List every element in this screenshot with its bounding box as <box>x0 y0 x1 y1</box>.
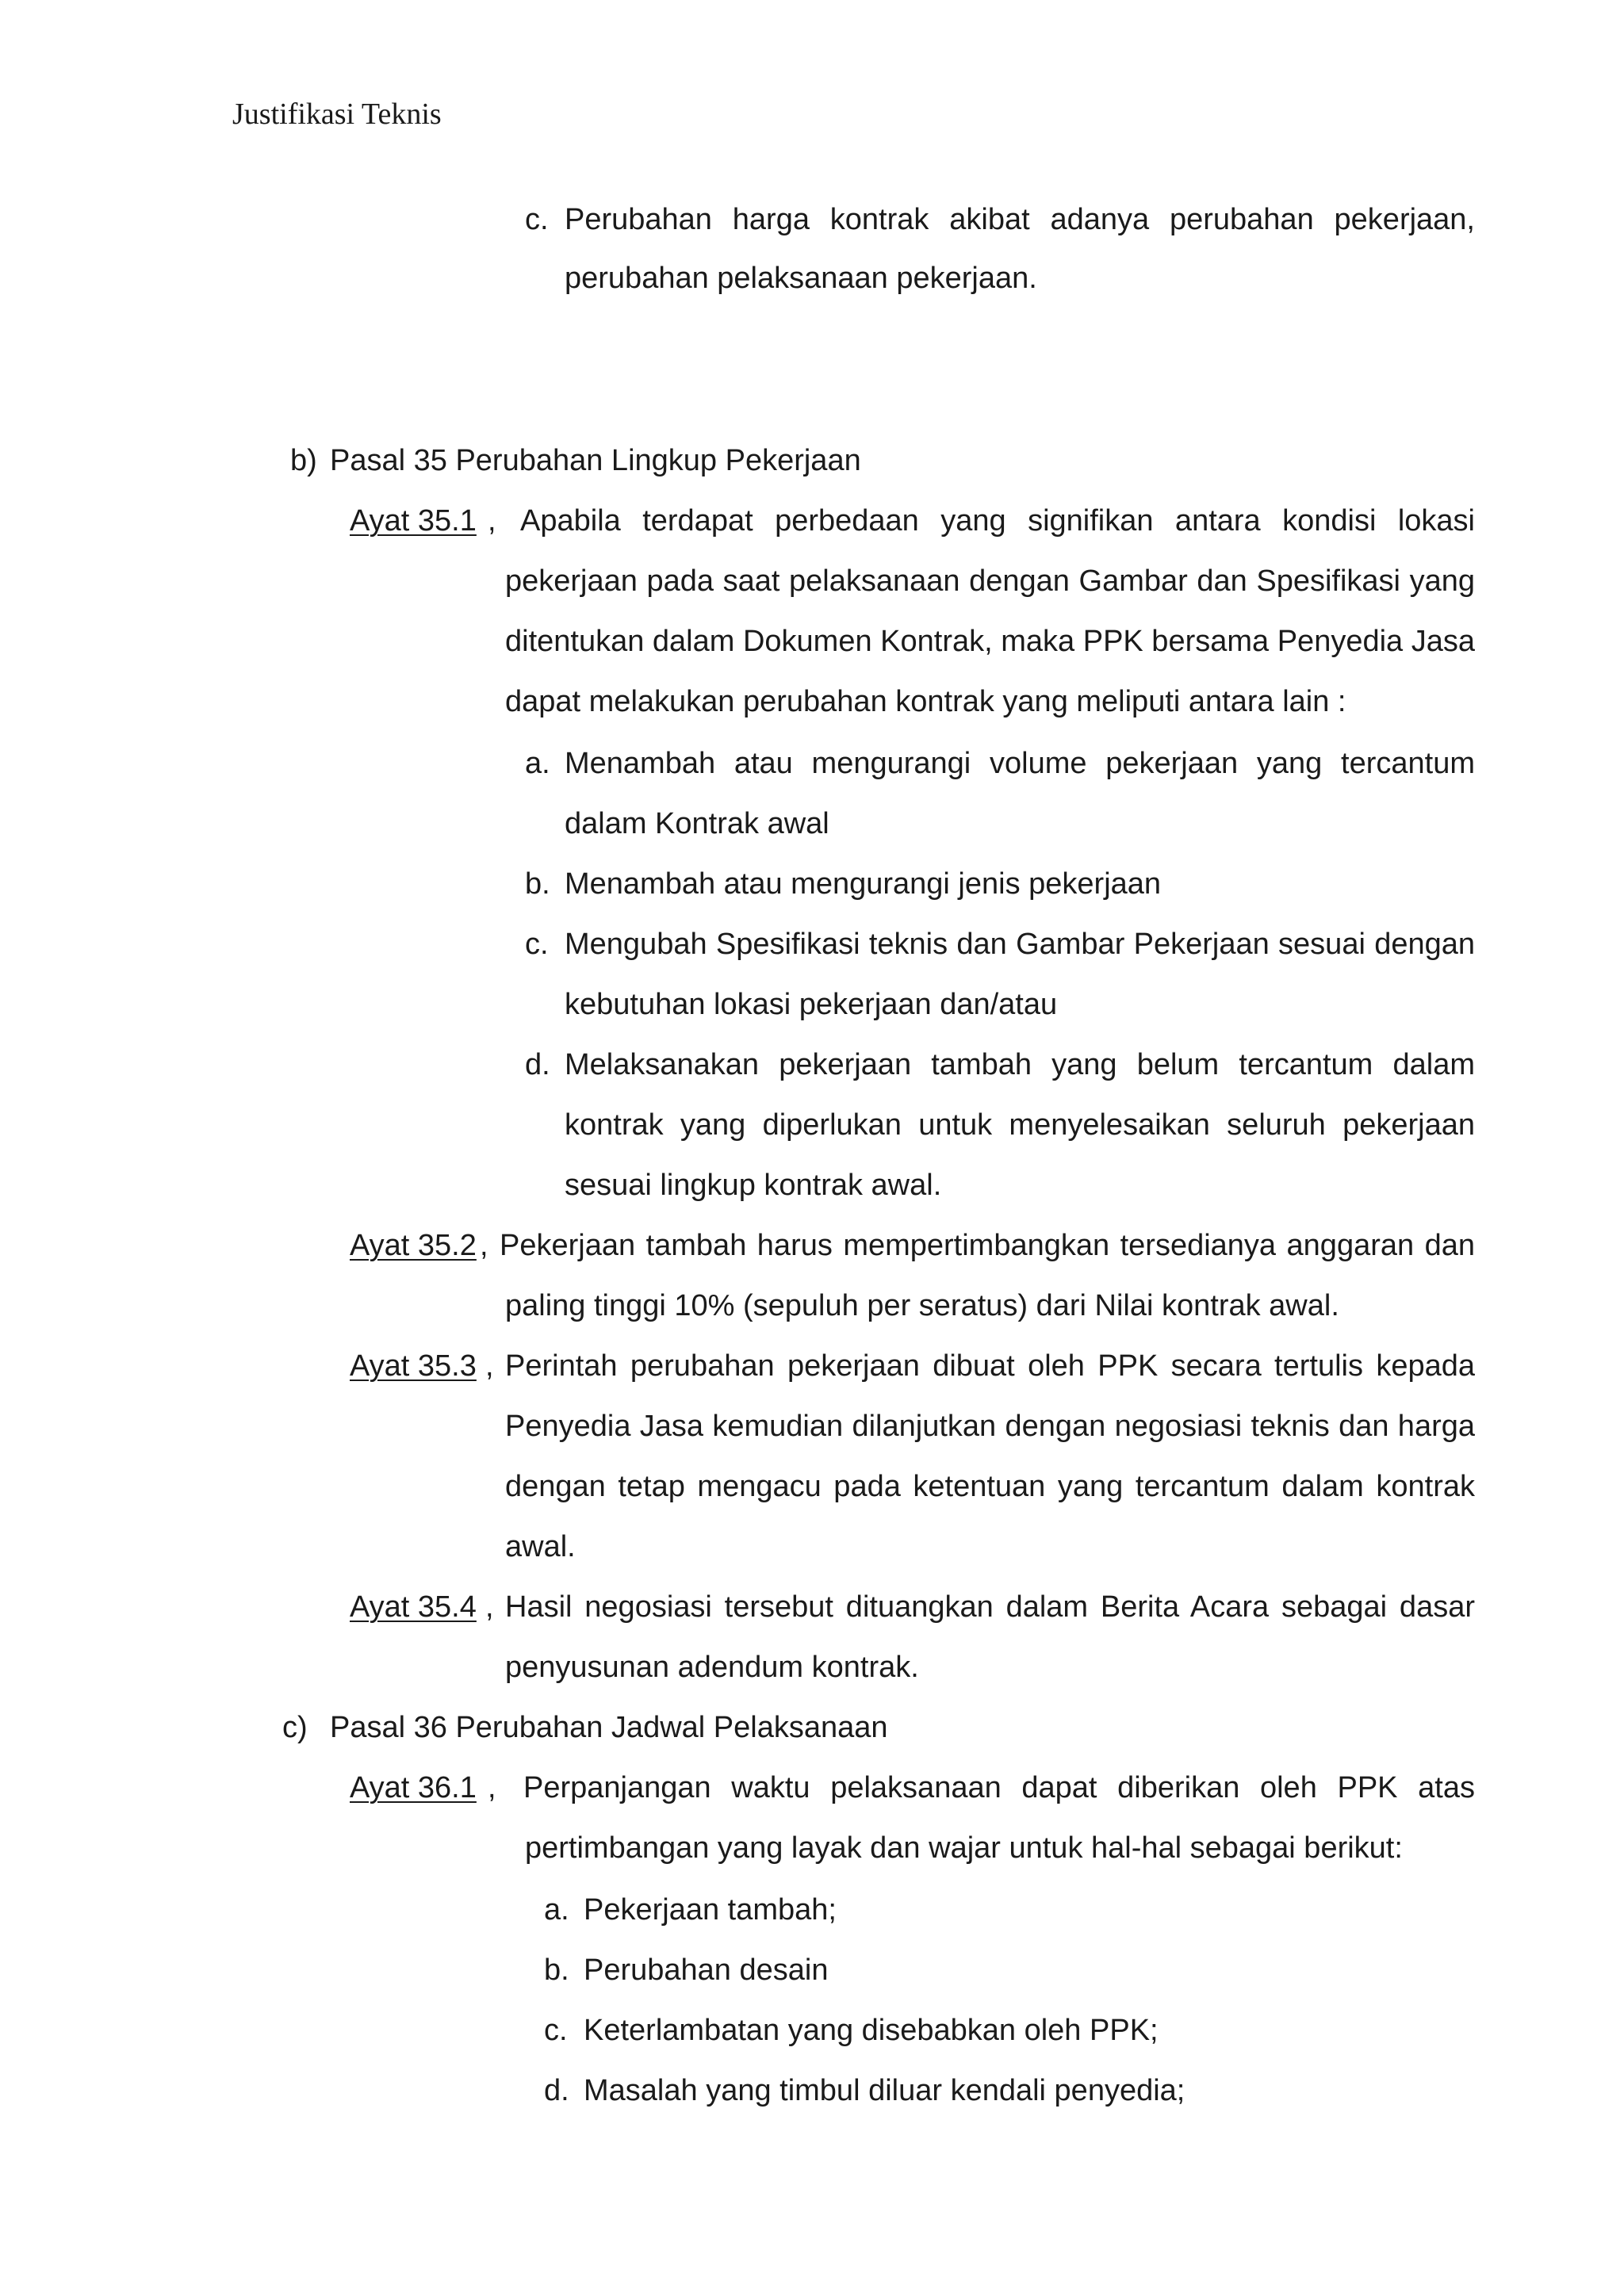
list-item-text: sesuai lingkup kontrak awal. <box>565 1169 942 1202</box>
list-marker: b. <box>544 1954 569 1987</box>
section-marker: b) <box>290 444 317 477</box>
list-marker: d. <box>525 1048 550 1081</box>
ayat-separator: , <box>488 1771 496 1804</box>
list-item-text: Menambah atau mengurangi volume pekerjaan yang tercantum <box>565 747 1475 780</box>
ayat-text: paling tinggi 10% (sepuluh per seratus) dari Nilai kontrak awal. <box>505 1289 1339 1322</box>
ayat-separator: , <box>485 1349 494 1383</box>
ayat-text: Apabila terdapat perbedaan yang signifikan antara kondisi lokasi <box>520 504 1475 538</box>
list-item-text: Mengubah Spesifikasi teknis dan Gambar Pekerjaan sesuai dengan <box>565 928 1475 961</box>
ayat-label: Ayat 35.4 <box>350 1590 477 1624</box>
ayat-text: Perintah perubahan pekerjaan dibuat oleh PPK secara tertulis kepada <box>505 1349 1475 1383</box>
ayat-text: ditentukan dalam Dokumen Kontrak, maka PPK bersama Penyedia Jasa <box>505 625 1475 658</box>
ayat-text: dapat melakukan perubahan kontrak yang meliputi antara lain : <box>505 685 1346 718</box>
ayat-text: dengan tetap mengacu pada ketentuan yang tercantum dalam kontrak <box>505 1470 1475 1503</box>
list-item-text: Melaksanakan pekerjaan tambah yang belum tercantum dalam <box>565 1048 1475 1081</box>
list-item-text: Perubahan desain <box>584 1954 829 1987</box>
ayat-text: pekerjaan pada saat pelaksanaan dengan Gambar dan Spesifikasi yang <box>505 564 1475 598</box>
ayat-separator: , <box>480 1229 488 1262</box>
list-item-text: Keterlambatan yang disebabkan oleh PPK; <box>584 2014 1159 2047</box>
section-marker: c) <box>282 1711 308 1744</box>
list-item-text: Menambah atau mengurangi jenis pekerjaan <box>565 867 1162 901</box>
ayat-text: Pekerjaan tambah harus mempertimbangkan tersedianya anggaran dan <box>500 1229 1475 1262</box>
list-item-text: Perubahan harga kontrak akibat adanya perubahan pekerjaan, <box>565 203 1475 236</box>
list-item-text: perubahan pelaksanaan pekerjaan. <box>565 262 1037 295</box>
list-marker: c. <box>544 2014 568 2047</box>
ayat-label: Ayat 36.1 <box>350 1771 477 1804</box>
ayat-text: pertimbangan yang layak dan wajar untuk hal-hal sebagai berikut: <box>525 1831 1403 1865</box>
list-item-text: Masalah yang timbul diluar kendali penyedia; <box>584 2074 1185 2107</box>
ayat-text: Perpanjangan waktu pelaksanaan dapat diberikan oleh PPK atas <box>523 1771 1475 1804</box>
list-marker: d. <box>544 2074 569 2107</box>
ayat-separator: , <box>488 504 496 538</box>
section-title: Pasal 35 Perubahan Lingkup Pekerjaan <box>330 444 861 477</box>
ayat-label: Ayat 35.3 <box>350 1349 477 1383</box>
section-title: Pasal 36 Perubahan Jadwal Pelaksanaan <box>330 1711 888 1744</box>
page-header: Justifikasi Teknis <box>232 98 442 131</box>
list-item-text: kontrak yang diperlukan untuk menyelesaikan seluruh pekerjaan <box>565 1108 1475 1142</box>
list-marker: c. <box>525 928 549 961</box>
ayat-label: Ayat 35.1 <box>350 504 477 538</box>
ayat-label: Ayat 35.2 <box>350 1229 477 1262</box>
ayat-text: Hasil negosiasi tersebut dituangkan dalam Berita Acara sebagai dasar <box>505 1590 1475 1624</box>
ayat-text: awal. <box>505 1530 576 1563</box>
ayat-text: penyusunan adendum kontrak. <box>505 1651 919 1684</box>
list-marker: a. <box>525 747 550 780</box>
list-item-text: kebutuhan lokasi pekerjaan dan/atau <box>565 988 1058 1021</box>
ayat-separator: , <box>485 1590 494 1624</box>
ayat-text: Penyedia Jasa kemudian dilanjutkan dengan negosiasi teknis dan harga <box>505 1410 1475 1443</box>
list-item-text: dalam Kontrak awal <box>565 807 829 840</box>
list-marker: a. <box>544 1893 569 1927</box>
list-marker: c. <box>525 203 549 236</box>
list-item-text: Pekerjaan tambah; <box>584 1893 837 1927</box>
list-marker: b. <box>525 867 550 901</box>
